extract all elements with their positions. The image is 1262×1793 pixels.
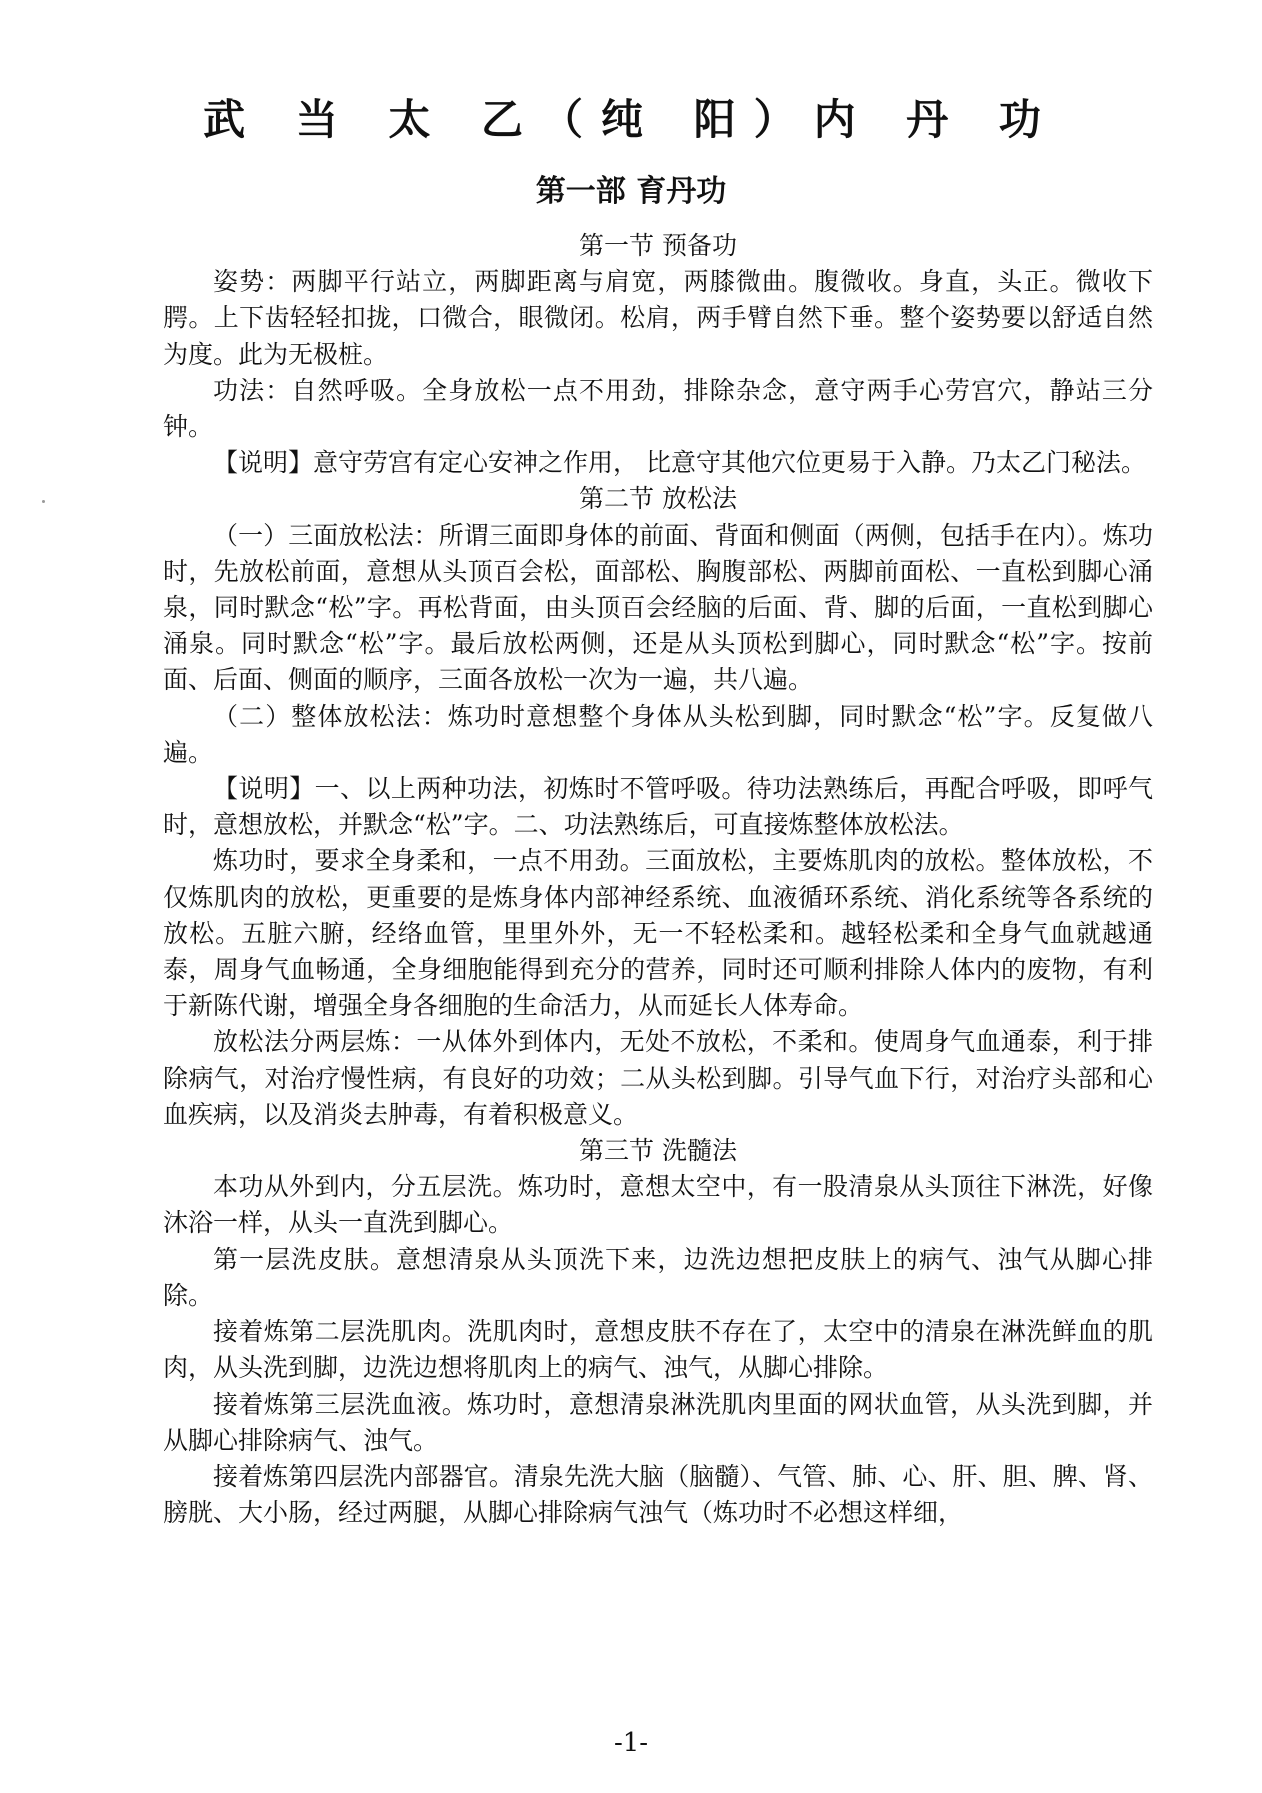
section-heading: 第三节 洗髓法 <box>579 1136 737 1166</box>
paragraph: 炼功时，要求全身柔和，一点不用劲。三面放松，主要炼肌肉的放松。整体放松，不仅炼肌肉的放松，更重要的是炼身体内部神经系统、血液循环系统、消化系统等各系统的放松。五脏六腑，经络血管，里里外外，无一不轻松柔和。越轻松柔和全身气血就越通泰，周身气血畅通，全身细胞能得到充分的营养，同时还可顺利排除人体内的废物，有利于新陈代谢，增强全身各细胞的生命活力，从而延长人体寿命。 <box>163 846 1153 1021</box>
paragraph: 放松法分两层炼：一从体外到体内，无处不放松，不柔和。使周身气血通泰，利于排除病气，对治疗慢性病，有良好的功效；二从头松到脚。引导气血下行，对治疗头部和心血疾病，以及消炎去肿毒，有着积极意义。 <box>163 1027 1153 1129</box>
paragraph: 第一层洗皮肤。意想清泉从头顶洗下来，边洗边想把皮肤上的病气、浊气从脚心排除。 <box>163 1244 1153 1310</box>
paragraph: 功法：自然呼吸。全身放松一点不用劲，排除杂念，意守两手心劳宫穴，静站三分钟。 <box>163 375 1153 442</box>
page-number: -1- <box>613 1728 649 1758</box>
section-heading: 第一节 预备功 <box>579 231 737 260</box>
scan-speck <box>42 500 45 503</box>
section-heading: 第二节 放松法 <box>579 484 737 514</box>
paragraph: 【说明】意守劳宫有定心安神之作用， 比意守其他穴位更易于入静。乃太乙门秘法。 <box>213 448 1146 478</box>
paragraph: 接着炼第二层洗肌肉。洗肌肉时，意想皮肤不存在了，太空中的清泉在淋洗鲜血的肌肉，从头洗到脚，边洗边想将肌肉上的病气、浊气，从脚心排除。 <box>163 1317 1153 1383</box>
paragraph: （一）三面放松法：所谓三面即身体的前面、背面和侧面（两侧，包括手在内）。炼功时，先放松前面，意想从头顶百会松，面部松、胸腹部松、两脚前面松、一直松到脚心涌泉，同时默念“松”字。再松背面，由头顶百会经脑的后面、背、脚的后面，一直松到脚心涌泉。同时默念“松”字。最后放松两侧，还是从头顶松到脚心，同时默念“松”字。按前面、后面、侧面的顺序，三面各放松一次为一遍，共八遍。 <box>163 520 1153 695</box>
paragraph: （二）整体放松法：炼功时意想整个身体从头松到脚，同时默念“松”字。反复做八遍。 <box>163 701 1153 767</box>
paragraph: 【说明】一、以上两种功法，初炼时不管呼吸。待功法熟练后，再配合呼吸，即呼气时，意想放松，并默念“松”字。二、功法熟练后，可直接炼整体放松法。 <box>163 774 1153 840</box>
part-heading: 第一部 育丹功 <box>535 174 727 209</box>
document-body <box>163 228 1153 1531</box>
paragraph: 接着炼第三层洗血液。炼功时，意想清泉淋洗肌肉里面的网状血管，从头洗到脚，并从脚心排除病气、浊气。 <box>163 1389 1153 1455</box>
paragraph: 接着炼第四层洗内部器官。清泉先洗大脑（脑髓）、气管、肺、心、肝、胆、脾、肾、膀胱、大小肠，经过两腿，从脚心排除病气浊气（炼功时不必想这样细， <box>163 1461 1153 1528</box>
paragraph: 本功从外到内，分五层洗。炼功时，意想太空中，有一股清泉从头顶往下淋洗，好像沐浴一样，从头一直洗到脚心。 <box>163 1172 1153 1238</box>
paragraph: 姿势：两脚平行站立，两脚距离与肩宽，两膝微曲。腹微收。身直，头正。微收下腭。上下齿轻轻扣拢，口微合，眼微闭。松肩，两手臂自然下垂。整个姿势要以舒适自然为度。此为无极桩。 <box>163 267 1153 369</box>
document-title: 武 当 太 乙（纯 阳）内 丹 功 <box>203 95 1059 144</box>
